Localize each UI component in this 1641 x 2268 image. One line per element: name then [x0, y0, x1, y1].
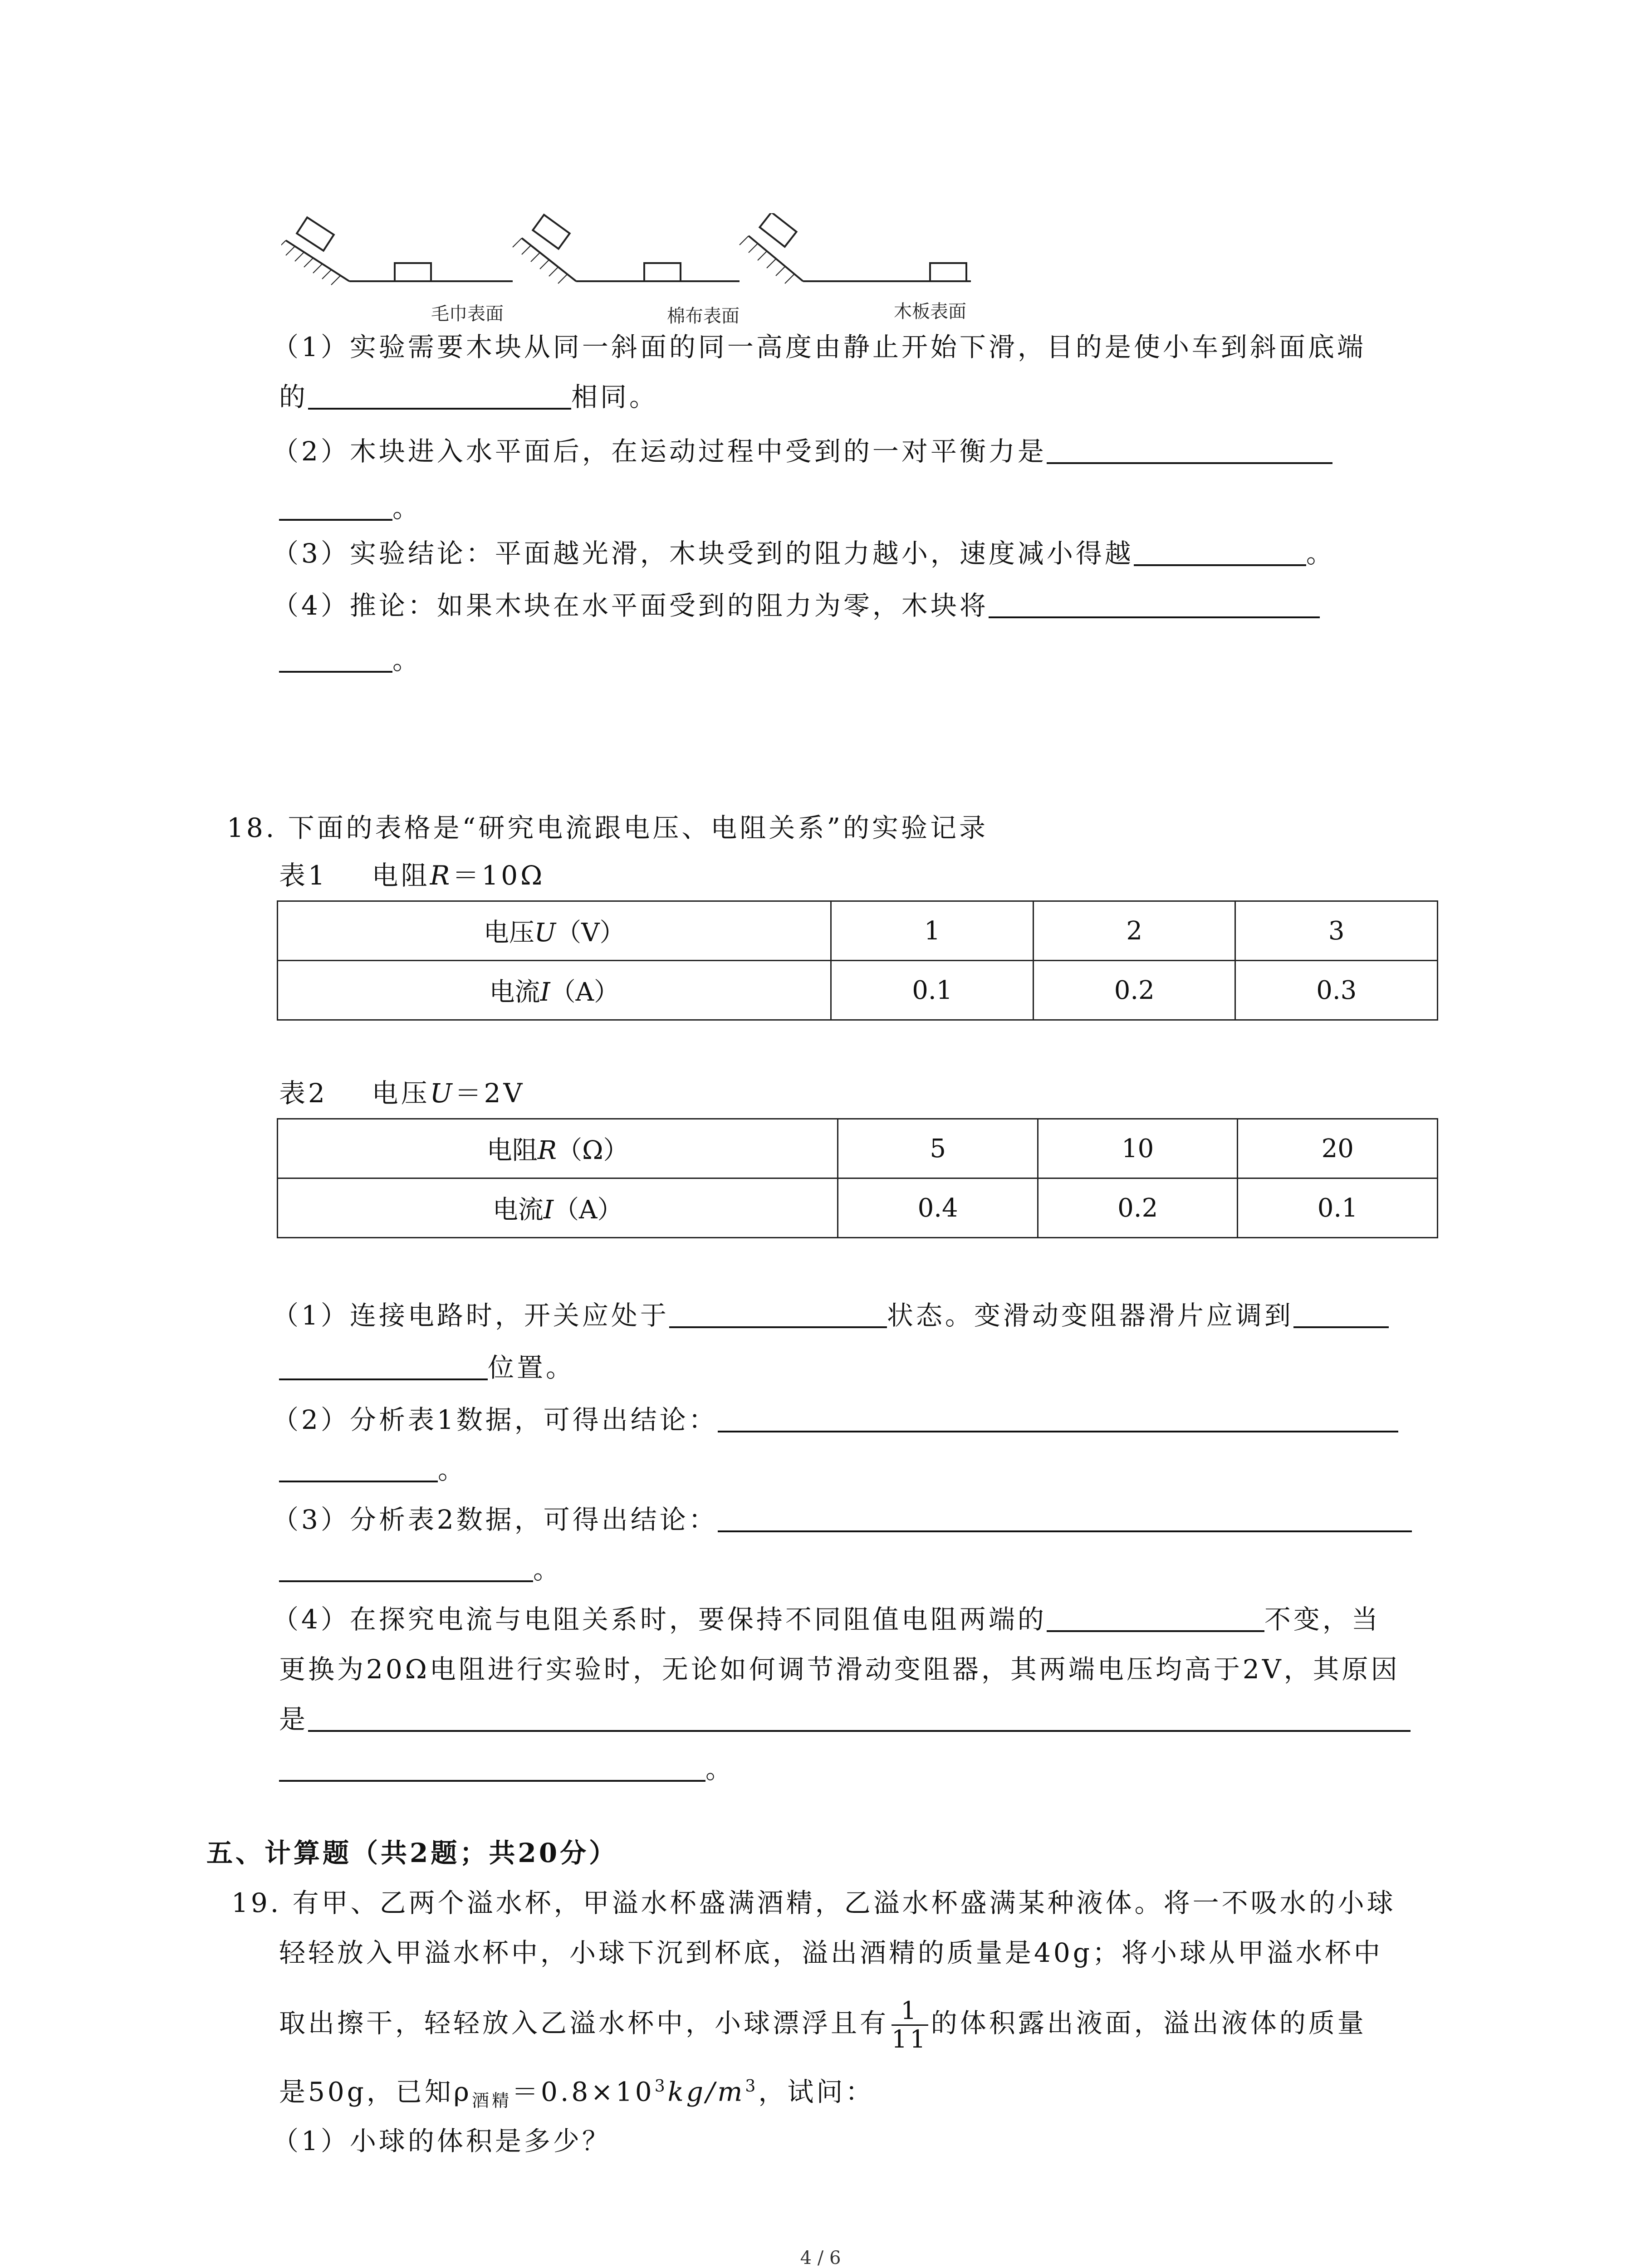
q18-part1-text-c: 位置。	[488, 1352, 575, 1383]
q18-part3-answer-blank-cont[interactable]	[279, 1552, 533, 1582]
table2-caption-value: ＝2V	[455, 1078, 525, 1109]
table1-row-current	[278, 961, 1438, 1020]
q19-line3	[279, 1989, 1367, 2057]
q17-part4-line2	[279, 642, 421, 678]
incline-diagram	[281, 213, 994, 336]
table1-caption	[279, 857, 545, 894]
table2-cell: 20	[1238, 1119, 1438, 1178]
fraction-numerator: 1	[892, 1997, 928, 2026]
table1-cell: 0.2	[1033, 961, 1235, 1020]
q19-line4-text-a: 是50g，已知ρ	[279, 2076, 472, 2107]
q18-part4-line2: 更换为20Ω电阻进行实验时，无论如何调节滑动变阻器，其两端电压均高于2V，其原因	[279, 1654, 1400, 1685]
table2	[277, 1118, 1438, 1238]
q19-line2: 轻轻放入甲溢水杯中，小球下沉到杯底，溢出酒精的质量是40g；将小球从甲溢水杯中	[279, 1937, 1383, 1968]
q18-part3-end: 。	[533, 1554, 563, 1585]
q17-part1-suffix: 相同。	[571, 381, 659, 412]
table1-caption-value: ＝10Ω	[452, 860, 545, 891]
exponent-3: 3	[654, 2077, 668, 2096]
q18-part1-blank-slider[interactable]	[1293, 1298, 1389, 1328]
q17-part2-line2	[279, 490, 421, 526]
q19-line4-text-b: ＝0.8×10	[512, 2076, 655, 2107]
q18-part3-line1	[272, 1501, 1412, 1538]
q19-line4-text-d: ，试问：	[758, 2076, 875, 2107]
q18-part4-line3	[279, 1701, 1411, 1737]
exponent-3-unit: 3	[745, 2077, 759, 2096]
q17-part1-line1: （1）实验需要木块从同一斜面的同一高度由静止开始下滑，目的是使小车到斜面底端	[272, 332, 1366, 362]
q17-part4-answer-blank-cont[interactable]	[279, 643, 392, 673]
q18-part2-end: 。	[438, 1454, 467, 1485]
q17-part4-suffix: 。	[392, 645, 422, 675]
q17-part2-answer-blank-cont[interactable]	[279, 491, 392, 521]
q18-part1-text-a: （1）连接电路时，开关应处于	[272, 1300, 669, 1331]
q17-part2-line1	[272, 433, 1332, 469]
table1-row-voltage	[278, 901, 1438, 961]
table1-cell: 0.3	[1235, 961, 1438, 1020]
table1-caption-label: 表1	[279, 860, 328, 891]
q18-part1-line2	[279, 1349, 575, 1386]
q18-part3-text: （3）分析表2数据，可得出结论：	[272, 1504, 718, 1535]
table2-cell: 5	[838, 1119, 1038, 1178]
cotton-surface-label: 棉布表面	[667, 306, 740, 327]
incline-experiment-figure	[281, 213, 994, 336]
q18-part4-reason-blank-cont[interactable]	[279, 1752, 705, 1782]
table1-cell: 3	[1235, 901, 1438, 961]
q17-part2-text: （2）木块进入水平面后，在运动过程中受到的一对平衡力是	[272, 436, 1047, 467]
q18-title: 18. 下面的表格是“研究电流跟电压、电阻关系”的实验记录	[227, 812, 988, 843]
q17-part3-line	[272, 535, 1335, 572]
q18-part1-text-b: 状态。变滑动变阻器滑片应调到	[887, 1300, 1293, 1331]
q18-part1-blank-slider-cont[interactable]	[279, 1350, 488, 1380]
q17-part2-suffix: 。	[392, 493, 422, 523]
table2-cell: 10	[1038, 1119, 1238, 1178]
q18-part4-blank[interactable]	[1047, 1602, 1264, 1632]
table2-caption-text: 电压	[372, 1078, 430, 1109]
q17-part1-line2	[279, 379, 658, 415]
q17-part2-answer-blank[interactable]	[1047, 434, 1332, 464]
table1-caption-var: R	[430, 860, 453, 891]
q18-part1-blank-switch[interactable]	[669, 1298, 887, 1328]
page-number: 4 / 6	[800, 2248, 841, 2268]
q19-line4-unit: kg/m	[667, 2076, 745, 2107]
q18-part2-line2	[279, 1452, 467, 1488]
q18-part1-line1	[272, 1297, 1389, 1334]
table2-row-resistance	[278, 1119, 1438, 1178]
q19-line3-text-a: 取出擦干，轻轻放入乙溢水杯中，小球漂浮且有	[279, 2008, 889, 2038]
table2-cell: 0.1	[1238, 1178, 1438, 1238]
towel-surface-label: 毛巾表面	[431, 303, 504, 324]
table1-row2-header: 电流I（A）	[278, 961, 831, 1020]
table2-caption-var: U	[430, 1078, 455, 1109]
table2-row2-header: 电流I（A）	[278, 1178, 838, 1238]
q18-part3-line2	[279, 1551, 562, 1588]
wood-surface-label: 木板表面	[894, 301, 966, 322]
fraction-denominator: 11	[892, 2025, 928, 2054]
q18-part2-answer-blank[interactable]	[718, 1403, 1398, 1432]
q19-line3-text-b: 的体积露出液面，溢出液体的质量	[931, 2008, 1367, 2038]
q17-part3-text: （3）实验结论：平面越光滑，木块受到的阻力越小，速度减小得越	[272, 538, 1134, 569]
q19-part1: （1）小球的体积是多少？	[272, 2126, 611, 2156]
table2-cell: 0.4	[838, 1178, 1038, 1238]
q18-part3-answer-blank[interactable]	[718, 1502, 1412, 1532]
q17-part1-prefix: 的	[279, 381, 309, 412]
q18-part2-answer-blank-cont[interactable]	[279, 1452, 438, 1482]
q18-part4-text-b: 不变，当	[1264, 1604, 1381, 1635]
q18-part4-end: 。	[705, 1754, 735, 1784]
table1-cell: 2	[1033, 901, 1235, 961]
q19-line1: 19. 有甲、乙两个溢水杯，甲溢水杯盛满酒精，乙溢水杯盛满某种液体。将一不吸水的小球	[231, 1887, 1396, 1918]
section5-heading: 五、计算题（共2题；共20分）	[206, 1838, 618, 1868]
q17-part4-answer-blank[interactable]	[989, 588, 1320, 618]
q19-line4	[279, 2068, 874, 2119]
q17-part4-line1	[272, 587, 1320, 624]
table1-cell: 0.1	[831, 961, 1034, 1020]
fraction-one-eleventh	[892, 1997, 928, 2053]
table1-row1-header: 电压U（V）	[278, 901, 831, 961]
table1	[277, 900, 1438, 1021]
table2-row1-header: 电阻R（Ω）	[278, 1119, 838, 1178]
q18-part4-text-a: （4）在探究电流与电阻关系时，要保持不同阻值电阻两端的	[272, 1604, 1047, 1635]
q18-part2-text: （2）分析表1数据，可得出结论：	[272, 1404, 718, 1435]
q17-part1-answer-blank[interactable]	[308, 380, 571, 410]
alcohol-subscript: 酒精	[472, 2090, 512, 2111]
table2-cell: 0.2	[1038, 1178, 1238, 1238]
table2-caption	[279, 1075, 525, 1111]
q18-part4-line1	[272, 1601, 1381, 1637]
table1-caption-text: 电阻	[372, 860, 430, 891]
q18-part4-reason-blank[interactable]	[308, 1702, 1411, 1732]
q18-part4-text-c: 是	[279, 1704, 309, 1735]
q18-part4-line4	[279, 1751, 735, 1787]
q17-part3-suffix: 。	[1306, 538, 1335, 569]
q17-part3-answer-blank[interactable]	[1134, 536, 1306, 566]
q17-part4-text: （4）推论：如果木块在水平面受到的阻力为零，木块将	[272, 590, 989, 621]
table2-caption-label: 表2	[279, 1078, 328, 1109]
table2-row-current	[278, 1178, 1438, 1238]
q18-part2-line1	[272, 1402, 1398, 1438]
table1-cell: 1	[831, 901, 1034, 961]
